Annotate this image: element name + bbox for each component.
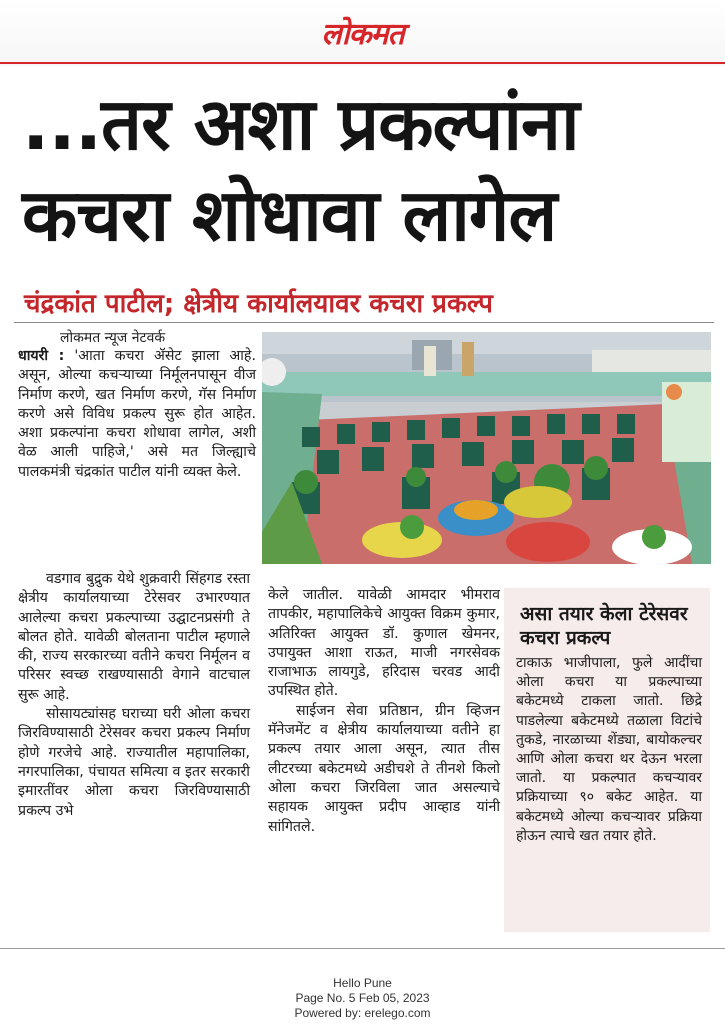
sidebar-title: असा तयार केला टेरेसवर कचरा प्रकल्प xyxy=(520,603,688,649)
masthead xyxy=(0,0,725,66)
article-column-1-bottom xyxy=(18,570,250,821)
footer-edition: Hello Pune xyxy=(333,976,392,990)
byline: लोकमत न्यूज नेटवर्क xyxy=(60,330,166,346)
article-column-1-top xyxy=(18,347,256,482)
article-column-2 xyxy=(268,586,500,837)
footer-page-date: Page No. 5 Feb 05, 2023 xyxy=(295,991,430,1005)
photo-illustration xyxy=(262,332,711,564)
sidebar-box xyxy=(504,588,710,932)
headline-line-1: ...तर अशा प्रकल्पांना xyxy=(22,82,579,166)
subhead-rule xyxy=(14,322,714,323)
article-paragraph-2: वडगाव बुद्रुक येथे शुक्रवारी सिंहगड रस्ता क्षेत्रीय कार्यालयाच्या टेरेसवर उभारण्यात आलेल्या कचरा प्रकल्पाच्या उद्घाटनप्रसंगी ते बोलत होते. यावेळी बोलताना पाटील म्हणाले की, राज्य सरकारच्या वतीने कचरा निर्मूलन व परिसर स्वच्छ राखण्यासाठी वेगाने वाटचाल सुरू आहे. xyxy=(18,571,250,703)
paragraph-1-text: 'आता कचरा ॲसेट झाला आहे. असून, ओल्या कचऱ्याच्या निर्मूलनपासून वीज निर्माण करणे, खत निर्माण करणे, गॅस निर्माण करणे असे विविध प्रकल्प सुरू होत आहेत. अशा प्रकल्पांना कचरा शोधावा लागेल, अशी वेळ आली पाहिजे,' असे मत जिल्ह्याचे पालकमंत्री चंद्रकांत पाटील यांनी व्यक्त केले. xyxy=(18,348,256,480)
terrace-compost-photo xyxy=(262,332,711,564)
footer-powered-by: Powered by: erelego.com xyxy=(294,1006,431,1020)
footer-rule xyxy=(0,948,725,949)
masthead-rule xyxy=(0,62,725,64)
headline-line-2: कचरा शोधावा लागेल xyxy=(22,173,557,257)
newspaper-logo: लोकमत xyxy=(321,17,404,52)
article-paragraph-4: केले जातील. यावेळी आमदार भीमराव तापकीर, महापालिकेचे आयुक्त विक्रम कुमार, अतिरिक्त आयुक्त डॉ. कुणाल खेमनर, उपायुक्त आशा राऊत, माजी नगरसेवक राजाभाऊ लायगुडे, हरिदास चरवड आदी उपस्थित होते. xyxy=(268,587,500,700)
subheadline: चंद्रकांत पाटील; क्षेत्रीय कार्यालयावर कचरा प्रकल्प xyxy=(24,289,493,319)
article-paragraph-5: साईजन सेवा प्रतिष्ठान, ग्रीन व्हिजन मॅनेजमेंट व क्षेत्रीय कार्यालयाच्या वतीने हा प्रकल्प तयार आला असून, त्यात तीस लीटरच्या बकेटमध्ये अडीचशे ते तीनशे किलो ओला कचरा जिरविला जात असल्याचे सहायक आयुक्त प्रदीप आव्हाड यांनी सांगितले. xyxy=(268,702,500,835)
article-paragraph-1 xyxy=(18,347,256,482)
dateline: धायरी : xyxy=(18,348,65,364)
article-paragraph-3: सोसायट्यांसह घराच्या घरी ओला कचरा जिरविण्यासाठी टेरेसवर कचरा प्रकल्प निर्माण होणे गरजेचे आहे. राज्यातील महापालिका, नगरपालिका, पंचायत समित्या व इतर सरकारी इमारतींवर ओला कचरा जिरविण्यासाठी प्रकल्प उभे xyxy=(18,706,250,819)
sidebar-body: टाकाऊ भाजीपाला, फुले आदींचा ओला कचरा या प्रकल्पाच्या बकेटमध्ये टाकला जातो. छिद्रे पाडलेल्या बकेटमध्ये तळाला विटांचे तुकडे, नारळाच्या शेंड्या, बायोकल्चर आणि ओला कचरा थर देऊन भरला जातो. या प्रकल्पात कचऱ्यावर प्रक्रियाच्या ९० बकेट आहेत. या बकेटमध्ये ओल्या कचऱ्यावर प्रक्रिया होऊन त्याचे खत तयार होते. xyxy=(516,655,702,844)
